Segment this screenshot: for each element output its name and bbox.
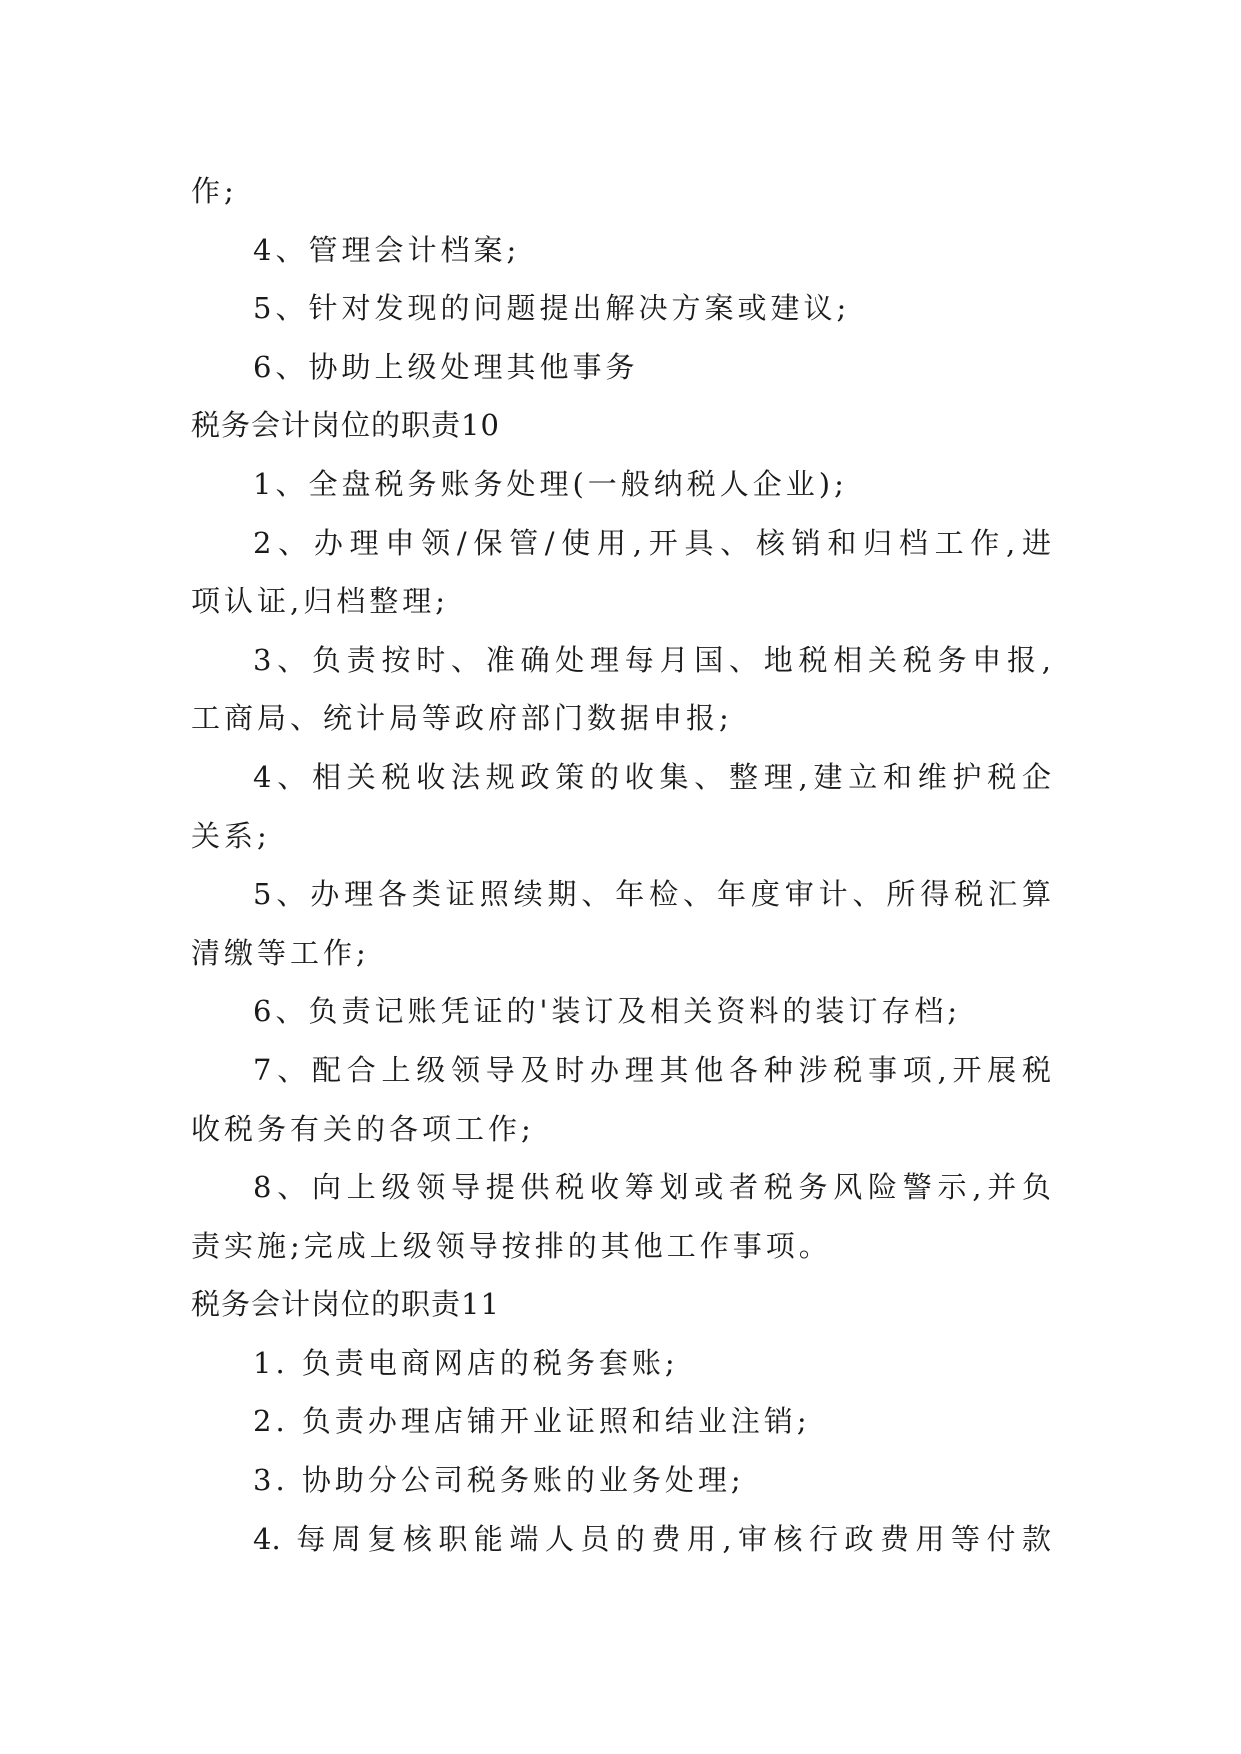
list-item: 4、管理会计档案; (253, 232, 521, 267)
document-body (191, 162, 1051, 1568)
list-item: 6、协助上级处理其他事务 (253, 349, 639, 384)
list-item: 8、向上级领导提供税收筹划或者税务风险警示,并负 (253, 1170, 1051, 1205)
list-item: 3、负责按时、准确处理每月国、地税相关税务申报, (253, 642, 1051, 677)
list-item: 1. 负责电商网店的税务套账; (253, 1345, 679, 1380)
list-item: 6、负责记账凭证的'装订及相关资料的装订存档; (253, 994, 962, 1029)
list-item-continuation: 责实施;完成上级领导按排的其他工作事项。 (191, 1228, 832, 1263)
list-item: 7、配合上级领导及时办理其他各种涉税事项,开展税 (253, 1052, 1051, 1087)
list-item: 4、相关税收法规政策的收集、整理,建立和维护税企 (253, 759, 1051, 794)
section-heading: 税务会计岗位的职责11 (191, 1287, 500, 1322)
section-heading: 税务会计岗位的职责10 (191, 408, 500, 443)
list-item-continuation: 收税务有关的各项工作; (191, 1111, 535, 1146)
list-item: 1、全盘税务账务处理(一般纳税人企业); (253, 466, 848, 501)
list-item: 5、针对发现的问题提出解决方案或建议; (253, 291, 851, 326)
paragraph-continuation: 作; (191, 174, 238, 208)
list-item: 2. 负责办理店铺开业证照和结业注销; (253, 1404, 811, 1439)
list-item-continuation: 工商局、统计局等政府部门数据申报; (191, 701, 733, 736)
list-item-continuation: 关系; (191, 818, 271, 853)
list-item: 2、办理申领/保管/使用,开具、核销和归档工作,进 (253, 525, 1051, 560)
list-item-continuation: 项认证,归档整理; (191, 584, 449, 619)
list-item: 5、办理各类证照续期、年检、年度审计、所得税汇算 (253, 877, 1051, 912)
list-item-continuation: 清缴等工作; (191, 935, 370, 970)
list-item: 4. 每周复核职能端人员的费用,审核行政费用等付款 (253, 1521, 1051, 1556)
list-item: 3. 协助分公司税务账的业务处理; (253, 1463, 745, 1498)
